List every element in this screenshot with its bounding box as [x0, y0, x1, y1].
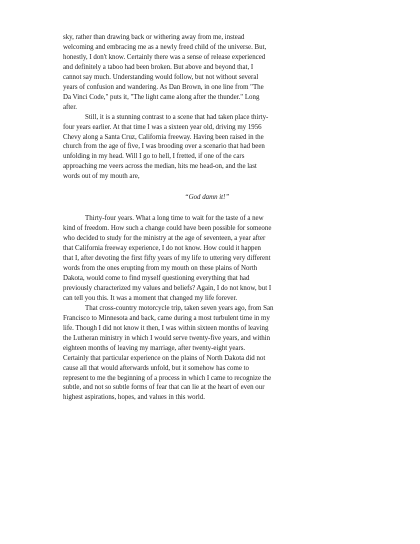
text-line: previously characterized my values and beliefs? Again, I do not know, but I	[63, 284, 272, 292]
text-line: words out of my mouth are,	[63, 173, 140, 181]
text-line: welcoming and embracing me as a newly freed child of the universe. But,	[63, 43, 267, 51]
text-line: who decided to study for the ministry at the age of seventeen, a year after	[63, 235, 266, 243]
text-line: four years earlier. At that time I was a sixteen year old, driving my 1956	[63, 123, 262, 131]
text-line: words from the ones erupting from my mouth on these plains of North	[63, 265, 258, 273]
text-line: unfolding in my head. Will I go to hell, I fretted, if one of the cars	[63, 153, 245, 161]
text-line: Chevy along a Santa Cruz, California freeway. Having been raised in the	[63, 133, 264, 141]
text-line: Thirty-four years. What a long time to wait for the taste of a new	[85, 215, 264, 223]
text-line: cannot say much. Understanding would follow, but not without several	[63, 73, 259, 81]
text-line: honestly, I don't know. Certainly there was a sense of release experienced	[63, 53, 266, 61]
text-line: Certainly that particular experience on the plains of North Dakota did not	[63, 354, 266, 362]
body-text	[63, 33, 351, 403]
paragraph-3	[63, 214, 351, 304]
text-line: church from the age of five, I was brooding over a scenario that had been	[63, 143, 265, 151]
text-line: That cross-country motorcycle trip, taken seven years ago, from San	[85, 304, 274, 312]
text-line: kind of freedom. How such a change could have been possible for someone	[63, 225, 272, 233]
text-line: that California freeway experience, I do not know. How could it happen	[63, 245, 261, 253]
text-line: approaching me veers across the median, hits me head-on, and the last	[63, 163, 257, 171]
exclamation-quote: “God damn it!”	[184, 194, 230, 202]
text-line: cause all that would afterwards unfold, but it somehow has come to	[63, 364, 250, 372]
text-line: Francisco to Minnesota and back, came during a most turbulent time in my	[63, 314, 270, 322]
text-line: after.	[63, 103, 77, 111]
text-line: subtle, and not so subtle forms of fear that can lie at the heart of even our	[63, 384, 265, 392]
text-line: eighteen months of leaving my marriage, after twenty-eight years.	[63, 344, 246, 352]
text-line: the Lutheran ministry in which I would serve twenty-five years, and within	[63, 334, 271, 342]
paragraph-1	[63, 33, 351, 113]
text-line: highest aspirations, hopes, and values in this world.	[63, 394, 206, 402]
text-line: Dakota, would come to find myself questioning everything that had	[63, 274, 250, 282]
text-line: sky, rather than drawing back or withering away from me, instead	[63, 34, 245, 41]
paragraph-4	[63, 304, 351, 404]
text-line: years of confusion and wandering. As Dan Brown, in one line from "The	[63, 83, 264, 91]
text-line: can tell you this. It was a moment that changed my life forever.	[63, 294, 238, 302]
text-line: life. Though I did not know it then, I was within sixteen months of leaving	[63, 324, 269, 332]
text-line: Still, it is a stunning contrast to a scene that had taken place thirty-	[85, 113, 269, 121]
text-line: represent to me the beginning of a process in which I came to recognize the	[63, 374, 272, 382]
text-line: Da Vinci Code," puts it, "The light came along after the thunder." Long	[63, 93, 260, 101]
paragraph-2	[63, 113, 351, 183]
text-line: and definitely a taboo had been broken. But above and beyond that, I	[63, 63, 254, 71]
text-line: that I, after devoting the first fifty years of my life to uttering very different	[63, 255, 271, 263]
